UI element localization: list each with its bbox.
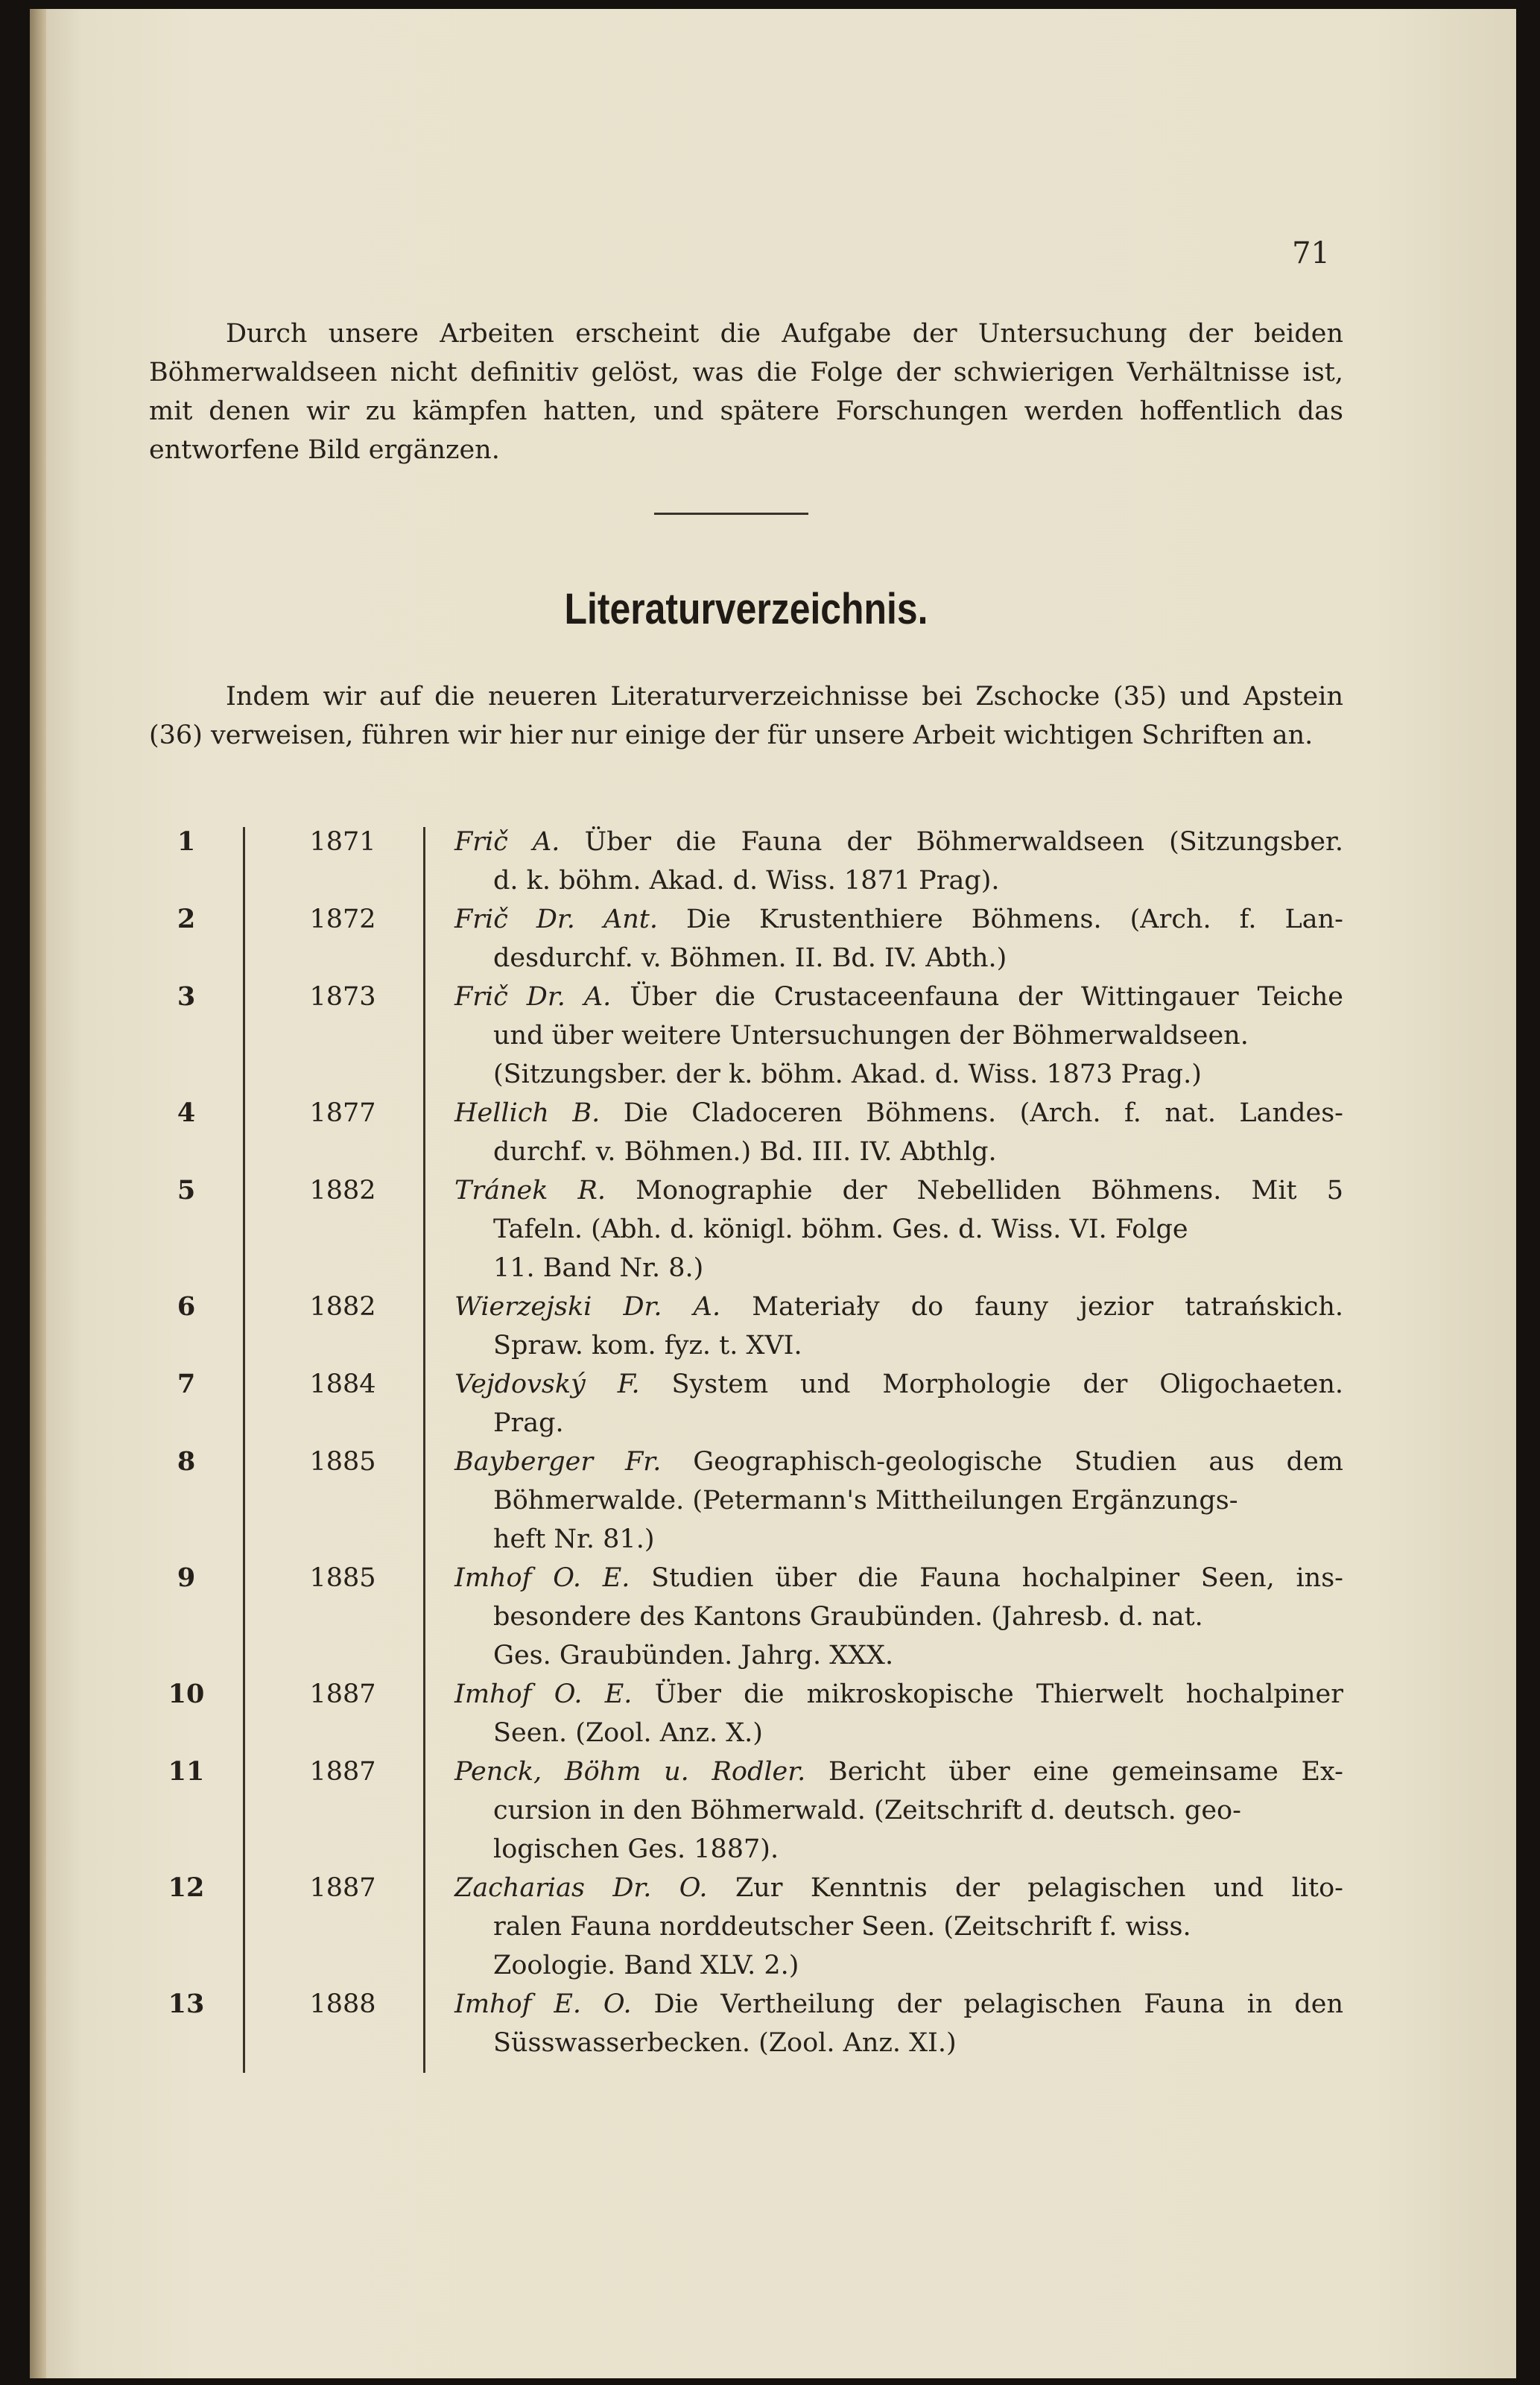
entry-author: Wierzejski Dr. A. <box>454 1292 721 1322</box>
entry-number: 11 <box>168 1756 205 1787</box>
entry-author: Imhof O. E. <box>454 1563 630 1593</box>
entry-text <box>454 823 1343 900</box>
entry-author: Bayberger Fr. <box>454 1447 662 1477</box>
entry-number: 12 <box>168 1872 205 1903</box>
entry-text <box>454 1559 1343 1675</box>
entry-number: 3 <box>177 981 196 1012</box>
entry-author: Frič Dr. A. <box>454 982 612 1012</box>
entry-line: Tafeln. (Abh. d. königl. böhm. Ges. d. Wiss. VI. Folge <box>493 1214 1188 1244</box>
entry-line: Böhmerwalde. (Petermann's Mittheilungen Ergänzungs- <box>493 1486 1238 1515</box>
entry-line: Zur Kenntnis der pelagischen und lito- <box>735 1873 1343 1903</box>
entry-author: Frič Dr. Ant. <box>454 905 658 934</box>
entry-author: Hellich B. <box>454 1098 601 1128</box>
entry-year: 1885 <box>309 1447 376 1477</box>
entry-text <box>454 1287 1343 1365</box>
entry-line: Prag. <box>493 1408 564 1438</box>
entry-text <box>454 1094 1343 1171</box>
entry-line: Süsswasserbecken. (Zool. Anz. XI.) <box>493 2028 957 2058</box>
entry-line: Zoologie. Band XLV. 2.) <box>493 1951 799 1980</box>
entry-year: 1871 <box>309 827 376 857</box>
entry-line: d. k. böhm. Akad. d. Wiss. 1871 Prag). <box>493 866 1000 896</box>
entry-line: Monographie der Nebelliden Böhmens. Mit 5 <box>636 1176 1343 1206</box>
entry-line: 11. Band Nr. 8.) <box>493 1253 704 1283</box>
entry-line: logischen Ges. 1887). <box>493 1834 779 1864</box>
entry-line: cursion in den Böhmerwald. (Zeitschrift d. deutsch. geo- <box>493 1796 1241 1825</box>
book-page <box>30 9 1516 2378</box>
entry-author: Imhof O. E. <box>454 1679 633 1709</box>
entry-line: Studien über die Fauna hochalpiner Seen, ins- <box>651 1563 1343 1593</box>
entry-author: Imhof E. O. <box>454 1989 632 2019</box>
page-edge-shadow <box>30 9 46 2378</box>
entry-line: System und Morphologie der Oligochaeten. <box>671 1369 1343 1399</box>
entry-year: 1872 <box>309 905 376 934</box>
entry-year: 1882 <box>309 1176 376 1206</box>
entry-line: besondere des Kantons Graubünden. (Jahresb. d. nat. <box>493 1602 1203 1632</box>
entry-number: 5 <box>177 1175 196 1206</box>
entry-year: 1884 <box>309 1369 376 1399</box>
entry-author: Tránek R. <box>454 1176 606 1206</box>
entry-text <box>454 1365 1343 1442</box>
entry-text <box>454 1985 1343 2062</box>
entry-author: Zacharias Dr. O. <box>454 1873 708 1903</box>
entry-year: 1885 <box>309 1563 376 1593</box>
entry-line: ralen Fauna norddeutscher Seen. (Zeitschrift f. wiss. <box>493 1912 1191 1942</box>
entry-year: 1888 <box>309 1989 376 2019</box>
entry-line: Die Vertheilung der pelagischen Fauna in den <box>653 1989 1343 2019</box>
entry-text <box>454 978 1343 1094</box>
entry-line: desdurchf. v. Böhmen. II. Bd. IV. Abth.) <box>493 943 1007 973</box>
entry-year: 1873 <box>309 982 376 1012</box>
entry-number: 10 <box>168 1679 205 1709</box>
section-heading: Literaturverzeichnis. <box>564 585 928 633</box>
entry-line: Bericht über eine gemeinsame Ex- <box>828 1757 1344 1787</box>
entry-author: Frič A. <box>454 827 560 857</box>
entry-year: 1887 <box>309 1679 376 1709</box>
entry-line: Die Krustenthiere Böhmens. (Arch. f. Lan- <box>686 905 1343 934</box>
entry-text <box>454 1869 1343 1985</box>
column-rule-right <box>423 827 425 2073</box>
entry-number: 1 <box>177 826 196 857</box>
entry-number: 4 <box>177 1098 196 1128</box>
entry-number: 2 <box>177 904 196 934</box>
entry-line: Geographisch-geologische Studien aus dem <box>693 1447 1343 1477</box>
entry-line: Seen. (Zool. Anz. X.) <box>493 1718 763 1748</box>
entry-line: und über weitere Untersuchungen der Böhmerwaldseen. <box>493 1021 1249 1051</box>
lead-paragraph: Indem wir auf die neueren Literaturverzeichnisse bei Zschocke (35) und Apstein (36) verweisen, führen wir hier nur einige der für unsere Arbeit wichtigen Schriften an. <box>149 682 1343 750</box>
intro-paragraph: Durch unsere Arbeiten erscheint die Aufgabe der Untersuchung der beiden Böhmerwaldseen nicht definitiv gelöst, was die Folge der schwierigen Verhältnisse ist, mit denen wir zu kämpfen hatten, und spätere Forschungen werden hoffentlich das entworfene Bild ergänzen. <box>149 319 1343 465</box>
entry-text <box>454 1752 1343 1869</box>
entry-year: 1887 <box>309 1757 376 1787</box>
entry-text <box>454 1442 1343 1559</box>
entry-number: 8 <box>177 1446 196 1477</box>
entry-text <box>454 1675 1343 1752</box>
entry-number: 7 <box>177 1369 196 1399</box>
entry-author: Penck, Böhm u. Rodler. <box>454 1757 806 1787</box>
entry-line: Die Cladoceren Böhmens. (Arch. f. nat. Landes- <box>623 1098 1343 1128</box>
entry-line: Über die mikroskopische Thierwelt hochalpiner <box>654 1679 1343 1709</box>
entry-line: (Sitzungsber. der k. böhm. Akad. d. Wiss. 1873 Prag.) <box>493 1060 1202 1089</box>
entry-number: 6 <box>177 1291 196 1322</box>
column-rule-left <box>243 827 245 2073</box>
entry-line: Über die Fauna der Böhmerwaldseen (Sitzungsber. <box>584 827 1343 857</box>
entry-line: Ges. Graubünden. Jahrg. XXX. <box>493 1641 894 1670</box>
entry-year: 1887 <box>309 1873 376 1903</box>
entry-text <box>454 1171 1343 1287</box>
entry-line: Über die Crustaceenfauna der Wittingauer Teiche <box>630 982 1343 1012</box>
section-divider <box>654 513 808 515</box>
entry-line: durchf. v. Böhmen.) Bd. III. IV. Abthlg. <box>493 1137 997 1167</box>
entry-number: 13 <box>168 1989 205 2019</box>
entry-number: 9 <box>177 1562 196 1593</box>
entry-author: Vejdovský F. <box>454 1369 640 1399</box>
entry-line: Materiały do fauny jezior tatrańskich. <box>752 1292 1343 1322</box>
entry-text <box>454 900 1343 978</box>
entry-year: 1882 <box>309 1292 376 1322</box>
entry-year: 1877 <box>309 1098 376 1128</box>
page-number: 71 <box>1292 236 1330 270</box>
entry-line: Spraw. kom. fyz. t. XVI. <box>493 1331 802 1361</box>
entry-line: heft Nr. 81.) <box>493 1524 655 1554</box>
